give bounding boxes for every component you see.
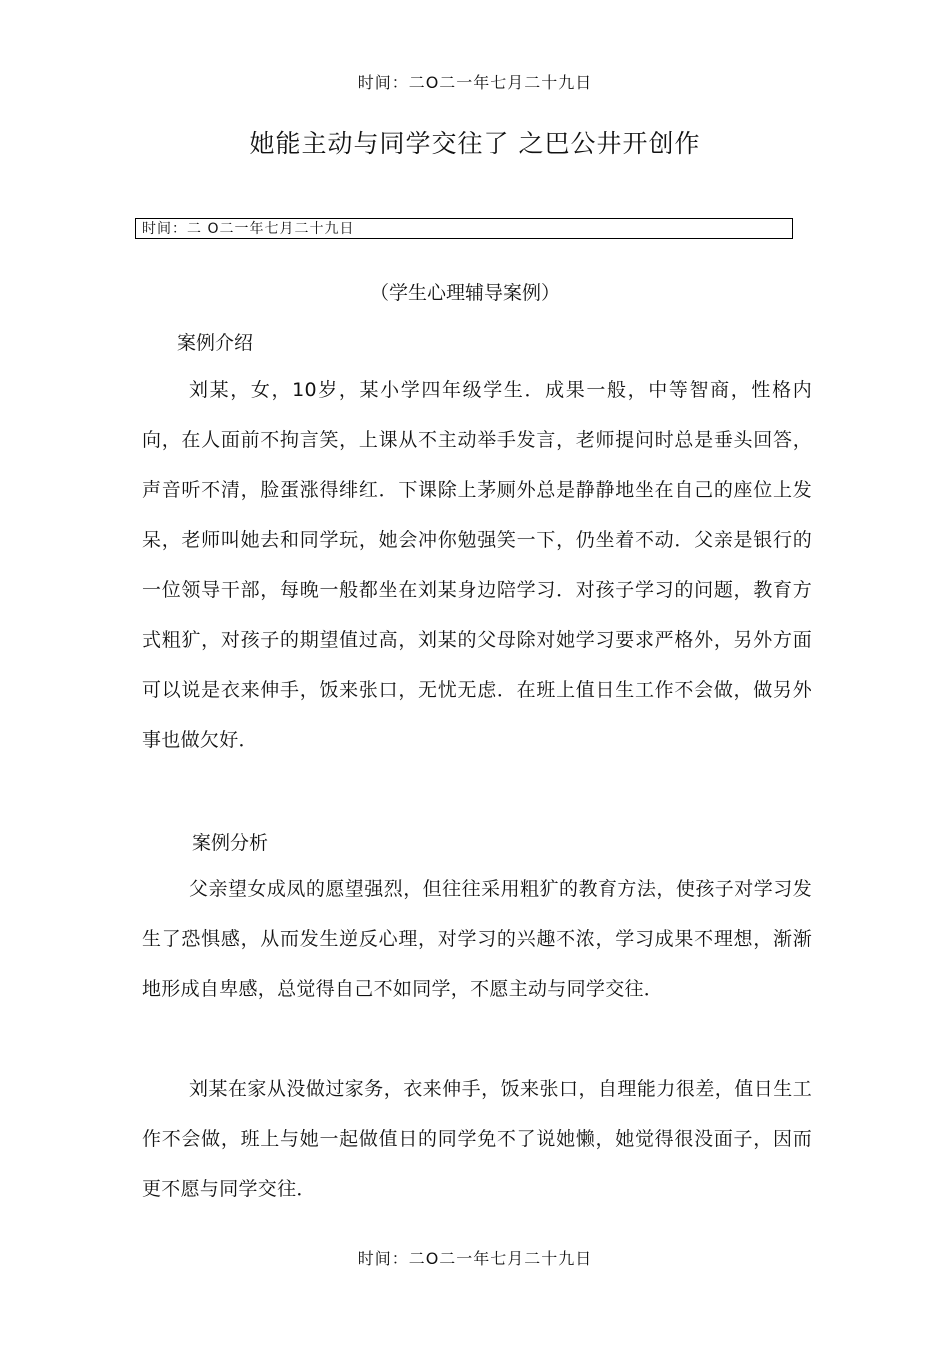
date-box: 时间：二 O二一年七月二十九日 [135,218,793,239]
document-subtitle: （学生心理辅导案例） [369,282,560,304]
section-heading-intro: 案例介绍 [177,332,254,354]
analysis-paragraph-1: 父亲望女成凤的愿望强烈，但往往采用粗犷的教育方法，使孩子对学习发生了恐惧感，从而发生逆反心理，对学习的兴趣不浓，学习成果不理想，渐渐地形成自卑感，总觉得自己不如同学，不愿主动与同学交往． [142,878,812,1000]
header-date: 时间：二O二一年七月二十九日 [357,73,593,92]
footer-date: 时间：二O二一年七月二十九日 [357,1249,593,1268]
section-heading-analysis: 案例分析 [192,832,269,854]
document-title: 她能主动与同学交往了 之巴公井开创作 [249,129,701,158]
analysis-paragraph-2: 刘某在家从没做过家务，衣来伸手，饭来张口，自理能力很差，值日生工作不会做，班上与她一起做值日的同学免不了说她懒，她觉得很没面子，因而更不愿与同学交往． [142,1078,812,1200]
intro-paragraph: 刘某，女，10岁，某小学四年级学生．成果一般，中等智商，性格内向，在人面前不拘言笑，上课从不主动举手发言，老师提问时总是垂头回答，声音听不清，脸蛋涨得绯红．下课除上茅厕外总是静静地坐在自己的座位上发呆，老师叫她去和同学玩，她会冲你勉强笑一下，仍坐着不动．父亲是银行的一位领导干部，每晚一般都坐在刘某身边陪学习．对孩子学习的问题，教育方式粗犷，对孩子的期望值过高，刘某的父母除对她学习要求严格外，另外方面可以说是衣来伸手，饭来张口，无忧无虑．在班上值日生工作不会做，做另外事也做欠好． [142,379,812,751]
